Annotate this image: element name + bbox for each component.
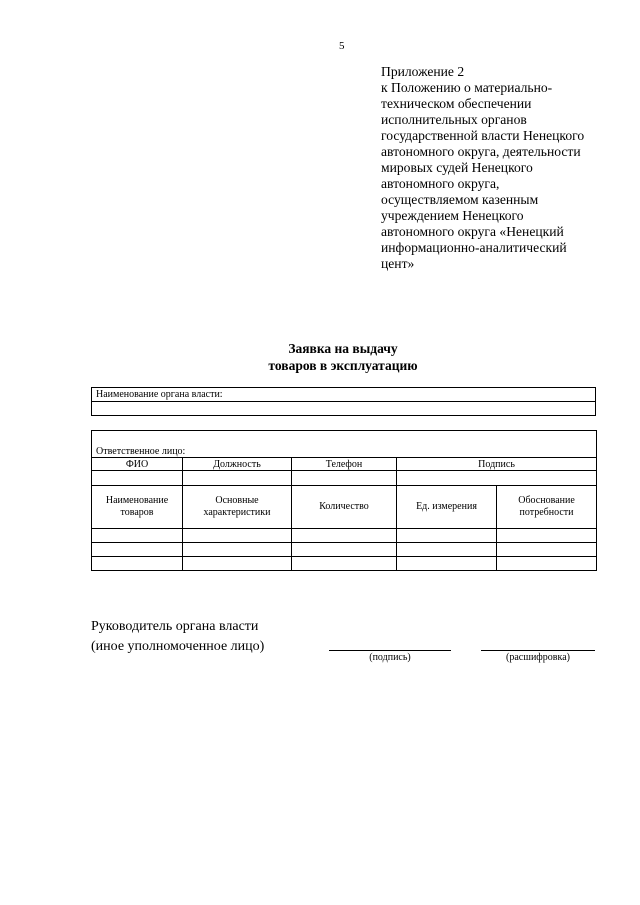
position-cell[interactable] [183,471,292,486]
org-label: Наименование органа власти: [92,388,596,402]
page-number: 5 [339,40,345,52]
table-cell[interactable] [292,529,397,543]
table-cell[interactable] [497,529,597,543]
header-fio: ФИО [92,458,183,471]
title-line-2: товаров в эксплуатацию [268,358,418,373]
title-line-1: Заявка на выдачу [288,341,398,356]
table-cell[interactable] [92,543,183,557]
document-title [0,340,640,374]
table-cell[interactable] [92,557,183,571]
org-value-field[interactable] [92,402,596,416]
signature-label: Руководитель органа власти (иное уполномоченное лицо) [91,619,265,654]
header-quantity: Количество [292,486,397,529]
header-signature: Подпись [397,458,597,471]
table-cell[interactable] [397,557,497,571]
table-cell[interactable] [292,557,397,571]
table-row [92,529,597,543]
org-table [91,387,596,416]
table-row [92,543,597,557]
phone-cell[interactable] [292,471,397,486]
signature-line[interactable] [329,650,451,651]
header-phone: Телефон [292,458,397,471]
table-cell[interactable] [183,557,292,571]
signature-caption: (подпись) [369,652,411,663]
table-cell[interactable] [183,543,292,557]
table-row [92,557,597,571]
appendix-note: Приложение 2 к Положению о материально- техническом обеспечении исполнительных органов государственной власти Ненецкого автономного округа, деятельности мировых судей Ненецкого автономного округа, осуществляемом казенным учреждением Ненецкого автономного округа «Ненецкий информационно-аналитический цент» [381,64,585,271]
table-cell[interactable] [397,543,497,557]
header-item-name: Наименование товаров [92,486,183,529]
table-cell[interactable] [183,529,292,543]
header-position: Должность [183,458,292,471]
responsible-label: Ответственное лицо: [92,431,597,458]
table-cell[interactable] [497,543,597,557]
table-cell[interactable] [497,557,597,571]
table-cell[interactable] [292,543,397,557]
decode-line[interactable] [481,650,595,651]
request-table [91,430,597,571]
table-cell[interactable] [92,529,183,543]
signature-cell[interactable] [397,471,597,486]
header-characteristics: Основные характеристики [183,486,292,529]
table-cell[interactable] [397,529,497,543]
decode-caption: (расшифровка) [506,652,570,663]
fio-cell[interactable] [92,471,183,486]
header-unit: Ед. измерения [397,486,497,529]
header-justification: Обоснование потребности [497,486,597,529]
